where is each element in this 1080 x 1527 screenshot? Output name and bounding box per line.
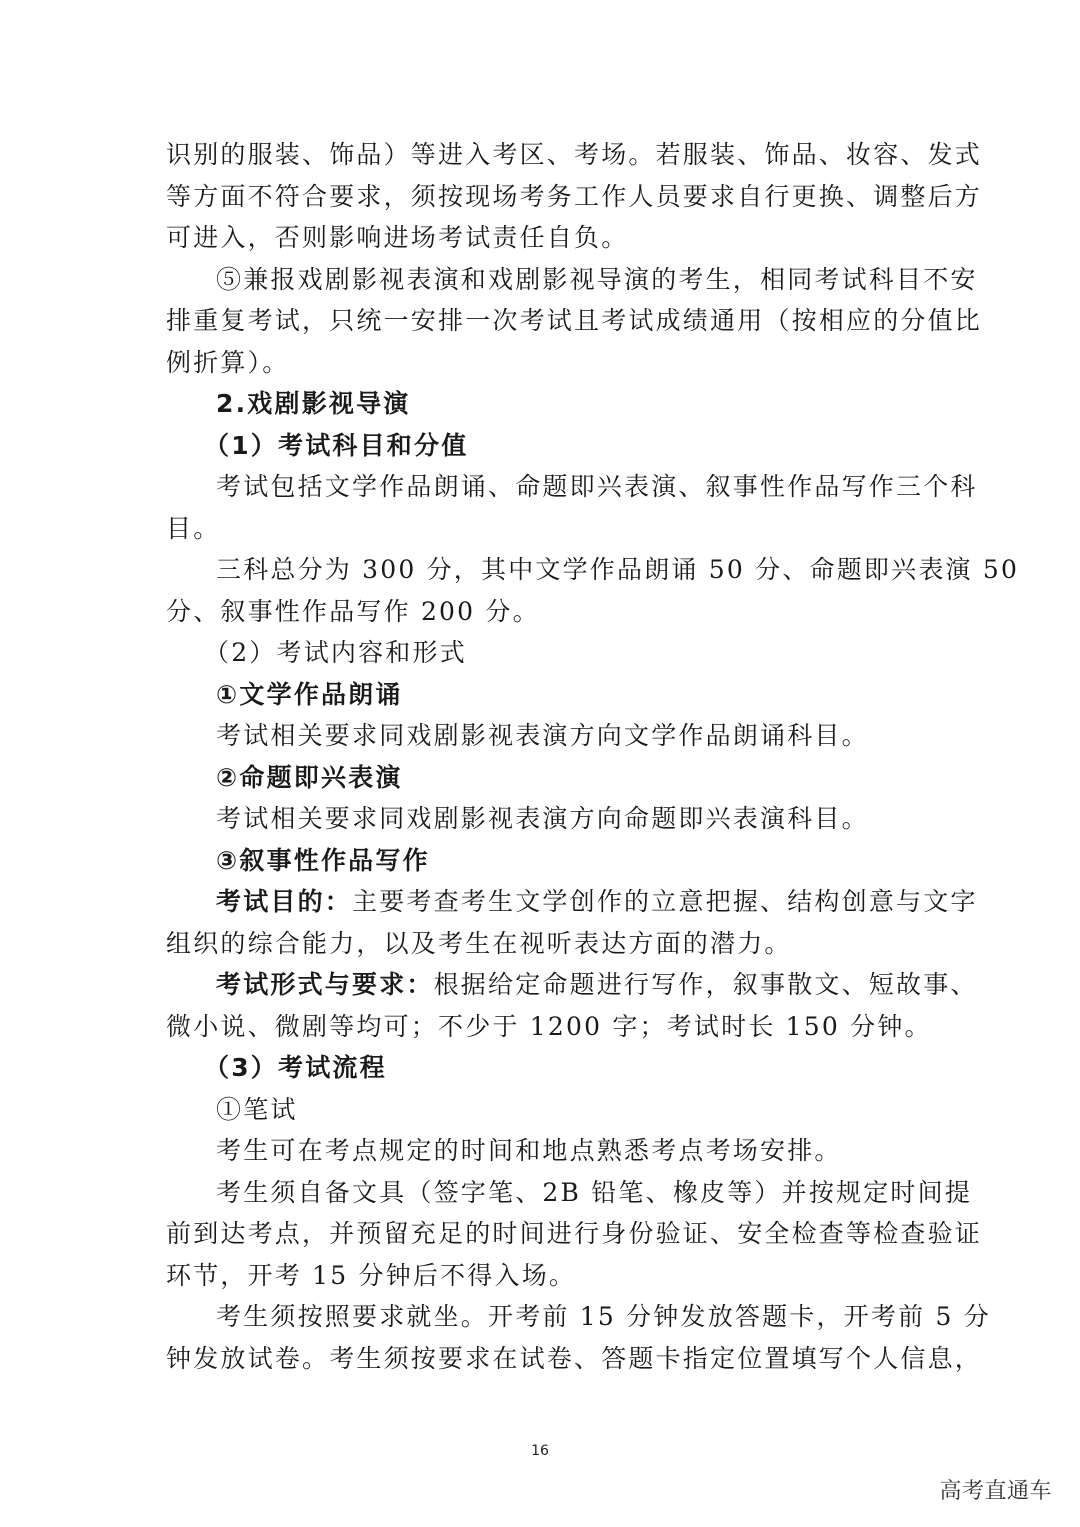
text-line [166, 1130, 916, 1172]
line-text: 根据给定命题进行写作，叙事散文、短故事、 [433, 970, 978, 999]
text-line [166, 383, 916, 425]
line-text: 组织的综合能力，以及考生在视听表达方面的潜力。 [166, 928, 792, 958]
text-line [166, 134, 983, 176]
text-line [166, 591, 916, 633]
line-text: 分、叙事性作品写作 200 分。 [166, 596, 540, 626]
text-line [166, 466, 978, 508]
line-text: 考试相关要求同戏剧影视表演方向文学作品朗诵科目。 [216, 721, 869, 750]
line-text: 排重复考试，只统一安排一次考试且考试成绩通用（按相应的分值比 [166, 306, 983, 335]
text-line [166, 259, 978, 301]
line-text: ②命题即兴表演 [216, 762, 403, 792]
text-line [166, 1047, 916, 1089]
text-line [166, 1338, 983, 1380]
line-text: ①笔试 [216, 1094, 298, 1124]
line-text: （1）考试科目和分值 [204, 430, 469, 460]
text-line [166, 674, 916, 716]
text-line [166, 549, 1020, 591]
text-line [166, 923, 916, 965]
text-line [166, 176, 983, 218]
text-line [166, 840, 916, 882]
text-line [166, 964, 978, 1006]
line-text: （3）考试流程 [204, 1053, 387, 1082]
line-text: 三科总分为 300 分，其中文学作品朗诵 50 分、命题即兴表演 50 [216, 555, 1020, 584]
line-text: 等方面不符合要求，须按现场考务工作人员要求自行更换、调整后方 [166, 181, 983, 211]
text-line [166, 1172, 973, 1214]
line-text: 可进入，否则影响进场考试责任自负。 [166, 223, 629, 252]
text-line [166, 757, 916, 799]
text-line [166, 1213, 983, 1255]
line-text: 考试包括文学作品朗诵、命题即兴表演、叙事性作品写作三个科 [216, 472, 978, 501]
text-line [166, 217, 916, 259]
line-text: 目。 [166, 513, 221, 543]
line-text: ⑤兼报戏剧影视表演和戏剧影视导演的考生，相同考试科目不安 [216, 264, 978, 294]
line-text: 环节，开考 15 分钟后不得入场。 [166, 1260, 577, 1290]
text-line [166, 508, 916, 550]
text-line [166, 342, 916, 384]
text-line [166, 632, 916, 674]
text-line [166, 300, 983, 342]
page-number: 16 [531, 1443, 549, 1459]
line-text: 主要考查考生文学创作的立意把握、结构创意与文字 [352, 887, 978, 916]
text-line [166, 1296, 991, 1338]
inline-label: 考试形式与要求： [216, 970, 434, 999]
line-text: 考生须自备文具（签字笔、2B 铅笔、橡皮等）并按规定时间提 [216, 1177, 973, 1207]
text-line [166, 798, 916, 840]
line-text: 微小说、微剧等均可；不少于 1200 字；考试时长 150 分钟。 [166, 1011, 932, 1041]
line-text: 2.戏剧影视导演 [216, 389, 411, 418]
line-text: 考生须按照要求就坐。开考前 15 分钟发放答题卡，开考前 5 分 [216, 1302, 991, 1331]
line-text: （2）考试内容和形式 [204, 638, 467, 667]
line-text: 考生可在考点规定的时间和地点熟悉考点考场安排。 [216, 1136, 842, 1165]
text-line [166, 1089, 916, 1131]
line-text: 钟发放试卷。考生须按要求在试卷、答题卡指定位置填写个人信息， [166, 1343, 983, 1373]
text-line [166, 1255, 916, 1297]
text-line [166, 715, 916, 757]
text-line [166, 425, 916, 467]
line-text: 识别的服装、饰品）等进入考区、考场。若服装、饰品、妆容、发式 [166, 140, 983, 169]
line-text: ③叙事性作品写作 [216, 845, 430, 875]
line-text: 前到达考点，并预留充足的时间进行身份验证、安全检查等检查验证 [166, 1219, 983, 1248]
text-line [166, 1006, 932, 1048]
line-text: 例折算）。 [166, 347, 290, 377]
document-body [166, 134, 1020, 1379]
line-text: 考试相关要求同戏剧影视表演方向命题即兴表演科目。 [216, 804, 869, 833]
inline-label: 考试目的： [216, 887, 353, 916]
text-line [166, 881, 978, 923]
watermark-text: 高考直通车 [939, 1479, 1052, 1504]
line-text: ①文学作品朗诵 [216, 679, 403, 709]
